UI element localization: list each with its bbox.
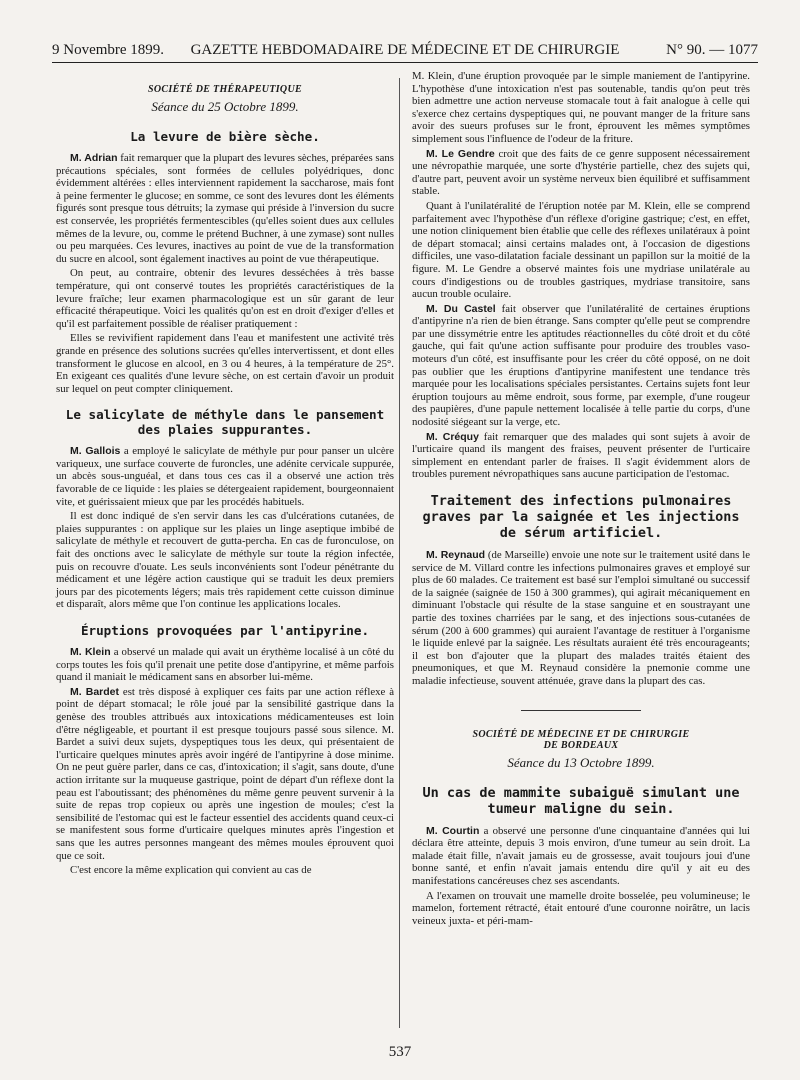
speaker-name: M. Du Castel [426, 302, 496, 315]
society-heading-bordeaux: SOCIÉTÉ DE MÉDECINE ET DE CHIRURGIE [472, 728, 690, 740]
speaker-name: M. Bardet [70, 685, 120, 698]
speaker-name: M. Courtin [426, 824, 480, 837]
paragraph: Il est donc indiqué de s'en servir dans les cas d'ulcérations cutanées, de plaies suppurantes : on applique sur les plaies un linge aseptique imbibé de salicylate de méthyle et recouvert de gutta-percha. En cas de furonculose, on fait des onctions avec le salicylate de méthyle sur toute la région infectée, puis on recouvre d'ouate. Les seuls inconvénients sont l'odeur pénétrante du médicament et une légère action caustique qui se traduit les deux premiers jours par des picotements légers; mais très rapidement cette cuisson diminue et disparaît, alors même que l'on continue les applications locales. [56, 510, 394, 611]
right-column [412, 70, 750, 929]
paragraph: Quant à l'unilatéralité de l'éruption notée par M. Klein, elle se comprend parfaitement avec l'hypothèse d'un réflexe d'origine gastrique; c'est, en effet, une notion cliniquement bien établie que celle des réflexes unilatéraux à point de départ stomacal; ainsi certains malades ont, à l'occasion de digestions difficiles, une vaso-dilatation faciale dessinant un papillon sur la moitié de la figure. M. Le Gendre a observé maintes fois une mydriase unilatérale au cours d'indigestions ou de troubles gastriques, mydriase transitoire, sans aucun trouble oculaire. [412, 199, 750, 301]
header-journal-title: GAZETTE HEBDOMADAIRE DE MÉDECINE ET DE CHIRURGIE [190, 42, 620, 58]
section-title-mammite: Un cas de mammite subaiguë simulant une tumeur maligne du sein. [422, 784, 740, 817]
paragraph: M. Courtin a observé une personne d'une cinquantaine d'années qui lui déclara être atteinte, depuis 3 mois environ, d'une tumeur au sein droit. La malade était fille, n'avait jamais eu de grossesse, avait toujours joui d'une bonne santé, et enfin n'avait jamais entendu dire qu'il y ait eu des manifestations cancéreuses chez ses ascendants. [412, 824, 751, 887]
paragraph: M. Klein a observé un malade qui avait un érythème localisé à un côté du corps toutes les fois qu'il prenait une petite dose d'antipyrine, et même parfois quand il maniait le médicament sans en absorber lui-même. [56, 646, 394, 684]
header-date: 9 Novembre 1899. [52, 42, 165, 58]
left-column [56, 70, 394, 879]
speaker-name: M. Le Gendre [426, 147, 495, 160]
paragraph: Elles se revivifient rapidement dans l'eau et manifestent une activité très grande en présence des solutions sucrées qu'elles intervertissent, et dont elles transforment le glucose en alcool, en 3 ou 4 heures, à la température de 25°. En exigeant ces qualités d'une levure sèche, on est certain d'avoir un produit sur lequel on peut compter cliniquement. [56, 332, 394, 395]
session-date: Séance du 25 Octobre 1899. [151, 99, 299, 114]
header-issue-number: N° 90. — 1077 [666, 42, 758, 58]
section-title-eruptions: Éruptions provoquées par l'antipyrine. [80, 623, 370, 638]
running-header [52, 40, 758, 63]
speaker-name: M. Reynaud [426, 549, 486, 561]
paragraph: M. Klein, d'une éruption provoquée par le simple maniement de l'antipyrine. L'hypothèse d'une intoxication n'est pas soutenable, tandis qu'on peut très bien admettre une action nerveuse stomacale tout à fait analogue à celle qui s'exerce chez certains dyspeptiques qui, ne pouvant manger de la friture sans avoir des sueurs profuses sur le front, éprouvent les mêmes symptômes simplement sous l'influence de l'odeur de la friture. [412, 70, 750, 145]
section-title-infections: Traitement des infections pulmonaires graves par la saignée et les injections de sérum artificiel. [422, 493, 740, 541]
session-date-bordeaux: Séance du 13 Octobre 1899. [507, 754, 655, 770]
paragraph: On peut, au contraire, obtenir des levures desséchées à très basse température, qui ont conservé toutes les propriétés caractéristiques de la levure fraîche; leur examen pharmacologique est un sûr garant de leur efficacité thérapeutique. Voici les qualités qu'on est en droit d'exiger d'elles et qu'il est parfaitement possible de réaliser pratiquement : [56, 267, 394, 330]
paragraph: C'est encore la même explication qui convient au cas de [70, 864, 312, 877]
paragraph: M. Le Gendre croit que des faits de ce genre supposent nécessairement une névropathie marquée, une sorte d'hystérie partielle, chez des sujets qui, d'autre part, peuvent avoir un système nerveux bien équilibré et suffisamment stable. [412, 147, 750, 198]
paragraph: M. Gallois a employé le salicylate de méthyle pur pour panser un ulcère variqueux, une surface couverte de furoncles, une adénite cervicale suppurée, un abcès sous-unguéal, et dans tous ces cas il a observé une action très favorable de ce liquide : les plaies se détergeaient rapidement, bourgeonnaient vite, et guérissaient mieux que par les procédés habituels. [56, 445, 395, 508]
society-heading-bordeaux-line2: DE BORDEAUX [543, 739, 619, 751]
column-divider [399, 78, 400, 1028]
paragraph: M. Créquy fait remarquer que des malades qui sont sujets à avoir de l'urticaire quand ils mangent des fraises, peuvent présenter de l'urticaire simplement en entendant parler de fraises. Il s'agit évidemment alors de troubles purement névropathiques sans aucune participation de l'estomac. [412, 430, 750, 481]
paragraph: M. Du Castel fait observer que l'unilatéralité de certaines éruptions d'antipyrine n'a rien de bien étrange. Sans compter qu'elle peut se comprendre par une dissymétrie entre les aptitudes réactionnelles du côté droit et du côté gauche, qui fait qu'une action suffisante pour produire des troubles vaso-moteurs d'un côté, est insuffisante pour les créer du côté opposé, on ne doit pas oublier que les éruptions d'antipyrine manifestent une tendance très marquée pour les localisations spéciales persistantes. Certains sujets font leur éruption toujours au même endroit, sous forme, par exemple, d'une rougeur des paupières, d'une papule nettement localisée à telle partie du corps, d'une nodosité siégeant sur la verge, etc. [412, 302, 750, 429]
speaker-name: M. Gallois [70, 445, 121, 458]
paragraph: A l'examen on trouvait une mamelle droite bosselée, peu volumineuse; le mamelon, fortement rétracté, était entouré d'une couronne noirâtre, un lacis veineux juxta- et péri-mam- [412, 889, 750, 927]
section-title-levure: La levure de bière sèche. [130, 129, 320, 144]
page-number: 537 [388, 1044, 412, 1060]
society-heading: SOCIÉTÉ DE THÉRAPEUTIQUE [148, 84, 302, 95]
paragraph: M. Reynaud (de Marseille) envoie une note sur le traitement usité dans le service de M. Villard contre les infections pulmonaires graves et employé sur plus de 60 malades. Ce traitement est basé sur l'emploi simultané ou successif de la saignée (saignée de 150 à 300 grammes), qui agirait mécaniquement en diminuant l'obstacle qui résulte de la stase sanguine et en soustrayant une partie des toxines charriées par le sang, et des injections sous-cutanées de sérum (200 à 600 grammes) qui auraient l'avantage de restituer à l'organisme le liquide enlevé par la saignée. Les résultats auraient été très encourageants; il est bon d'ajouter que la plupart des malades traités étaient des pneumoniques, et que M. Reynaud considère la pnemonie comme une maladie infectieuse, souvent atténuée, grave dans la plupart des cas. [412, 549, 750, 687]
paragraph: M. Adrian fait remarquer que la plupart des levures sèches, préparées sans précautions spéciales, sont formées de cellules polyédriques, donc évidemment altérées : elles interviennent rapidement la saccharose, mais font à peine fermenter le glucose; en somme, ce sont des levures dont les éléments figurés sont presque tous détruits; la zymase qui préside à l'inversion du sucre est conservée, les propriétés fermentescibles (qu'elles soient dues aux cellules mêmes de la levure, ou, comme le prétend Buchner, à une zymase) sont nulles ou peu marquées. Ces levures, inactives au point de vue de la transformation du sucre en alcool, sont également inactives au point de vue thérapeutique. [56, 152, 394, 265]
section-rule [521, 710, 641, 711]
speaker-name: M. Créquy [426, 430, 479, 443]
speaker-name: M. Adrian [70, 152, 118, 164]
speaker-name: M. Klein [70, 646, 111, 658]
section-title-salicylate: Le salicylate de méthyle dans le pansement des plaies suppurantes. [65, 407, 385, 438]
paragraph: M. Bardet est très disposé à expliquer ces faits par une action réflexe à point de départ stomacal; le rôle joué par la sensibilité gastrique dans la genèse des troubles attribués aux intoxications médicamenteuses est loin d'être négligeable, et pourtant il est presque toujours passé sous silence. M. Bardet a suivi deux sujets, dyspeptiques tous les deux, qui présentaient de l'urticaire quelques minutes après avoir ingéré de l'antipyrine à dose minime. On ne peut guère parler, dans ce cas, d'intoxication; il s'agit, sans doute, d'une action irritante sur la muqueuse gastrique, point de départ d'un réflexe dont la peau est l'aboutissant; des phénomènes du même genre peuvent survenir à la suite de repas trop copieux ou après une ingestion de moules; c'est la sensibilité de l'estomac qui est le facteur essentiel des accidents quand ceux-ci se manifestent sous forme d'urticaire quelques minutes après l'ingestion et sans que les autres personnes mangeant des mêmes moules éprouvent quoi que ce soit. [56, 685, 394, 862]
